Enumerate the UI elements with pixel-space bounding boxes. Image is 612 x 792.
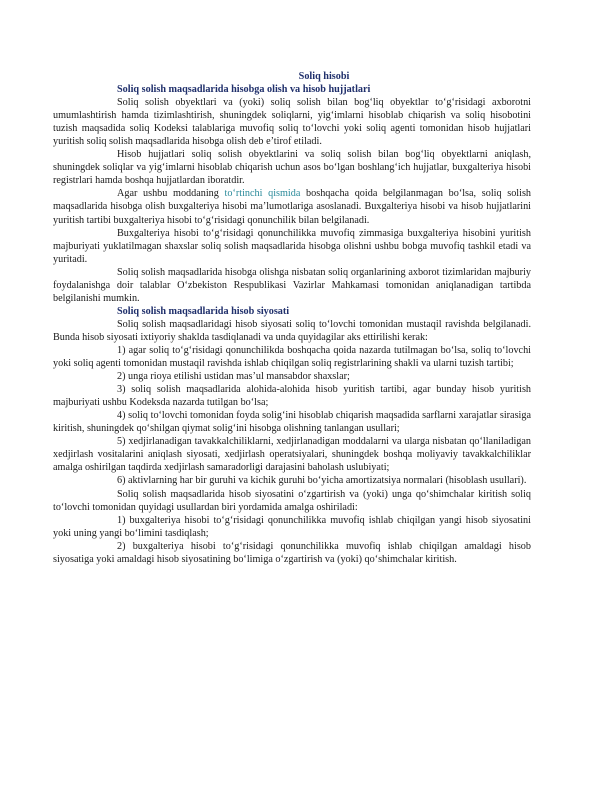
paragraph-4: Buxgalteriya hisobi to‘g‘risidagi qonunchilikka muvofiq zimmasiga buxgalteriya hisobini yuritish majburiyati yuklatilmagan shaxslar soliq solish maqsadlarida hisobga olishni ushbu bobga muvofiq tashkil etadi va yuritadi. <box>53 227 531 265</box>
list-item-7: 1) buxgalteriya hisobi to‘g‘risidagi qonunchilikka muvofiq ishlab chiqilgan yangi hisob siyosatini yoki uning yangi bo‘limini tasdiqlash; <box>53 514 531 539</box>
paragraph-7: Soliq solish maqsadlarida hisob siyosatini o‘zgartirish va (yoki) unga qo‘shimchalar kiritish soliq to‘lovchi tomonidan quyidagi usullardan biri yordamida amalga oshiriladi: <box>53 488 531 513</box>
paragraph-1: Soliq solish obyektlari va (yoki) soliq solish bilan bog‘liq obyektlar to‘g‘risidagi axborotni umumlashtirish hamda tizimlashtirish, shuningdek soliqlarni, yig‘imlarni hisoblab chiqarish va soliq hisobotini tuzish maqsadida soliq Kodeksi talablariga muvofiq soliq to‘lovchi yoki soliq agenti tomonidan hisob hujjatlari yuritish soliq solish maqsadlarida hisobga olish deb e’tirof etiladi. <box>53 97 531 148</box>
paragraph-2: Hisob hujjatlari soliq solish obyektlarini va soliq solish bilan bog‘liq obyektlarni aniqlash, shuningdek soliqlar va yig‘imlarni hisoblab chiqarish uchun asos bo‘lgan boshlang‘ich hujjatlar, buxgalteriya hisobi registrlari hamda boshqa hujjatlardan iboratdir. <box>53 149 531 187</box>
section-heading-accounting: Soliq solish maqsadlarida hisobga olish va hisob hujjatlari <box>117 84 371 96</box>
document-page <box>53 70 532 566</box>
list-item-6: 6) aktivlarning har bir guruhi va kichik guruhi bo‘yicha amortizatsiya normalari (hisoblash usullari). <box>117 475 527 487</box>
paragraph-3-text-start: Agar ushbu moddaning <box>117 188 225 200</box>
list-item-2: 2) unga rioya etilishi ustidan mas’ul mansabdor shaxslar; <box>117 371 350 383</box>
paragraph-6: Soliq solish maqsadlaridagi hisob siyosati soliq to‘lovchi tomonidan mustaqil ravishda belgilanadi. Bunda hisob siyosati ixtiyoriy shaklda tasdiqlanadi va unda quyidagilar aks ettirilishi kerak: <box>53 318 531 343</box>
paragraph-3 <box>53 187 531 226</box>
list-item-8: 2) buxgalteriya hisobi to‘g‘risidagi qonunchilikka muvofiq ishlab chiqilgan amaldagi hisob siyosatiga yoki amaldagi hisob siyosatining bo‘limiga o‘zgartirish va (yoki) qo‘shimchalar kiritish. <box>53 540 531 565</box>
reference-link[interactable]: to‘rtinchi qismida <box>224 188 301 200</box>
list-item-3: 3) soliq solish maqsadlarida alohida-alohida hisob yuritish tartibi, agar bunday hisob yuritish majburiyati ushbu Kodeksda nazarda tutilgan bo‘lsa; <box>53 384 531 409</box>
paragraph-5: Soliq solish maqsadlarida hisobga olishga nisbatan soliq organlarining axborot tizimlaridan majburiy foydalanishga doir talablar O‘zbekiston Respublikasi Vazirlar Mahkamasi tomonidan aniqlanadigan tartibda belgilanishi mumkin. <box>53 266 531 304</box>
section-heading-policy: Soliq solish maqsadlarida hisob siyosati <box>117 305 290 317</box>
document-title: Soliq hisobi <box>298 71 350 82</box>
list-item-5: 5) xedjirlanadigan tavakkalchiliklarni, xedjirlanadigan moddalarni va ularga nisbatan qo‘llaniladigan xedjirlash vositalarini aniqlash siyosati, xedjirlash operatsiyalari, shuningdek boshqa moliyaviy tavakkalchiliklar amalga oshirilgan taqdirda xedjirlash samaradorligi darajasini baholash uslubiyati; <box>53 436 531 474</box>
list-item-4: 4) soliq to‘lovchi tomonidan foyda solig‘ini hisoblab chiqarish maqsadida sarflarni xarajatlar sirasiga kiritish, shuningdek qo‘shilgan qiymat solig‘ini hisobga olishning tanlangan usullari; <box>53 410 531 435</box>
paragraph-3-text-end: boshqacha qoida belgilanmagan bo‘lsa, soliq solish maqsadlarida hisobga olish buxgalteriya hisobi ma’lumotlariga asoslanadi. Buxgalteriya hisobi va hisob hujjatlarini yuritish tartibi buxgalteriya hisobi to‘g‘risidagi qonunchilik bilan belgilanadi. <box>53 188 532 226</box>
list-item-1: 1) agar soliq to‘g‘risidagi qonunchilikda boshqacha qoida nazarda tutilmagan bo‘lsa, soliq to‘lovchi yoki soliq agenti tomonidan mustaqil ravishda ishlab chiqilgan soliq registrlarining shakli va ularni tuzish tartibi; <box>53 344 531 370</box>
